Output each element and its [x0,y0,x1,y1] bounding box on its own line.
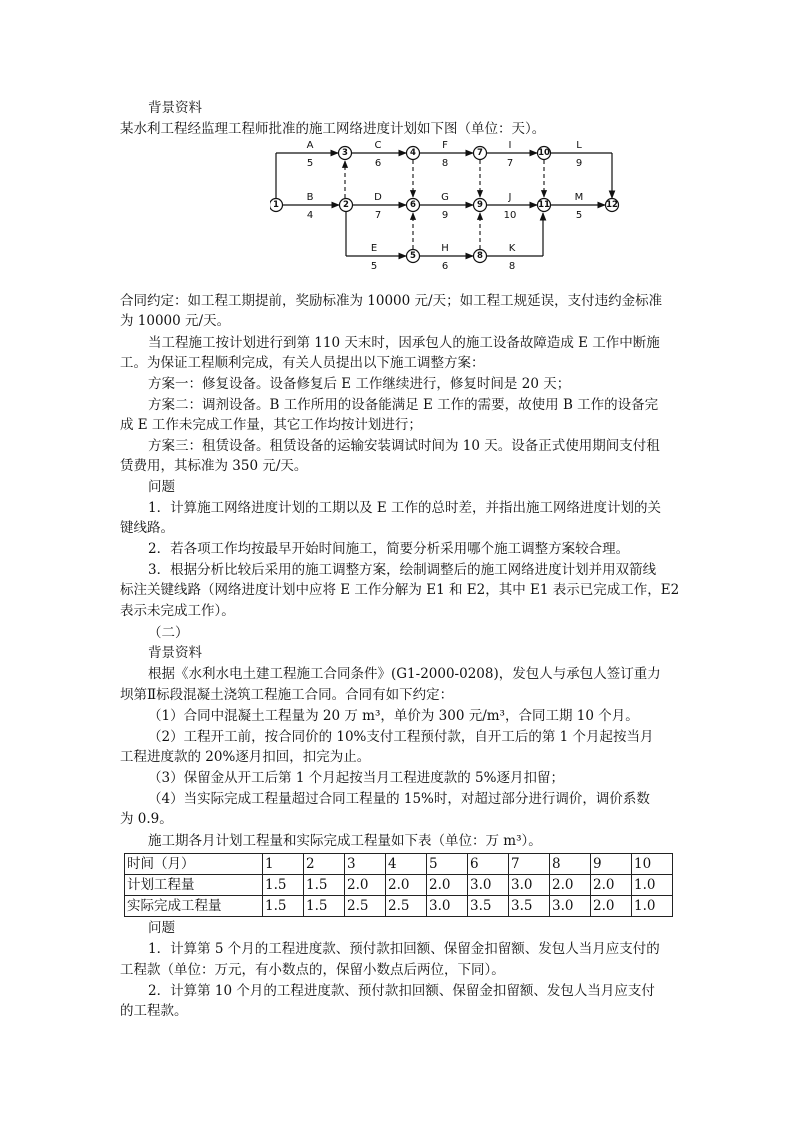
activity-dur-G: 9 [441,210,449,221]
table-cell: 3.0 [550,896,591,917]
activity-dur-L: 9 [575,158,583,169]
node-label-12: 12 [606,200,618,210]
table-cell: 2.0 [345,875,386,896]
node-label-5: 5 [410,251,416,261]
question-1-line1: 1．计算施工网络进度计划的工期以及 E 工作的总时差，并指出施工网络进度计划的关 [148,500,662,516]
plan-2-line1: 方案二：调剂设备。B 工作所用的设备能满足 E 工作的需要，故使用 B 工作的设备完 [148,397,659,413]
table-cell: 2.5 [345,896,386,917]
node-label-10: 10 [538,148,550,158]
plan-3-line1: 方案三：租赁设备。租赁设备的运输安装调试时间为 10 天。设备正式使用期间支付租 [148,438,660,454]
table-cell: 2 [304,854,345,875]
clause-4-line1: （4）当实际完成工程量超过合同工程量的 15%时，对超过部分进行调价，调价系数 [148,791,650,807]
event-text-1: 当工程施工按计划进行到第 110 天末时，因承包人的施工设备故障造成 E 工作中断施 [148,335,660,351]
table-cell: 2.0 [550,875,591,896]
quantity-table [124,853,673,917]
node-label-6: 6 [410,200,416,210]
node-label-7: 7 [477,148,483,158]
plan-1: 方案一：修复设备。设备修复后 E 工作继续进行，修复时间是 20 天； [148,376,571,392]
table-cell: 1.0 [632,875,673,896]
table-cell: 1.0 [632,896,673,917]
section2-heading: 背景资料 [148,645,202,661]
question-3-line1: 3．根据分析比较后采用的施工调整方案，绘制调整后的施工网络进度计划并用双箭线 [148,562,657,578]
activity-name-L: L [576,141,582,151]
activity-name-B: B [306,192,314,203]
section1-heading: 背景资料 [148,100,202,116]
q2-1-line1: 1．计算第 5 个月的工程进度款、预付款扣回额、保留金扣留额、发包人当月应支付的 [148,941,660,957]
activity-dur-J: 10 [503,210,517,221]
question-3-line3: 表示未完成工作）。 [120,603,235,619]
table-cell: 1.5 [263,896,304,917]
questions-heading-2: 问题 [148,920,175,936]
activity-name-F: F [442,141,448,151]
network-diagram [270,141,625,271]
clause-1: （1）合同中混凝土工程量为 20 万 m³，单价为 300 元/m³，合同工期 10 个月。 [148,708,639,724]
node-label-3: 3 [342,148,348,158]
table-cell: 时间（月） [125,854,263,875]
contract-text-2: 为 10000 元/天。 [120,313,231,329]
q2-1-line2: 工程款（单位：万元，有小数点的，保留小数点后两位，下同）。 [120,962,505,978]
table-cell: 实际完成工程量 [125,896,263,917]
table-cell: 计划工程量 [125,875,263,896]
activity-name-M: M [574,192,584,203]
clause-4-line2: 为 0.9。 [120,811,173,827]
clause-3: （3）保留金从开工后第 1 个月起按当月工程进度款的 5%逐月扣留； [148,770,564,786]
activity-name-I: I [508,141,512,151]
activity-dur-I: 7 [506,158,514,169]
table-cell: 3.5 [468,896,509,917]
table-cell: 6 [468,854,509,875]
table-cell: 1.5 [263,875,304,896]
table-row-header [125,854,673,875]
table-cell: 8 [550,854,591,875]
clause-2-line2: 工程进度款的 20%逐月扣回，扣完为止。 [120,749,371,765]
activity-dur-H: 6 [441,261,449,271]
activity-name-E: E [370,243,378,254]
table-cell: 3.0 [427,896,468,917]
activity-dur-K: 8 [508,261,516,271]
table-cell: 3.5 [509,896,550,917]
question-2: 2．若各项工作均按最早开始时间施工，简要分析采用哪个施工调整方案较合理。 [148,541,630,557]
q2-2-line1: 2．计算第 10 个月的工程进度款、预付款扣回额、保留金扣留额、发包人当月应支付 [148,983,655,999]
table-cell: 2.0 [386,875,427,896]
questions-heading-1: 问题 [148,479,175,495]
question-3-line2: 标注关键线路（网络进度计划中应将 E 工作分解为 E1 和 E2，其中 E1 表示已完成工作，E2 [120,582,680,598]
activity-dur-E: 5 [370,261,378,271]
plan-3-line2: 赁费用，其标准为 350 元/天。 [120,458,308,474]
clause-2-line1: （2）工程开工前，按合同价的 10%支付工程预付款，自开工后的第 1 个月起按当月 [148,729,654,745]
activity-dur-M: 5 [575,210,583,221]
table-row-actual [125,896,673,917]
contract-basis-line2: 坝第Ⅱ标段混凝土浇筑工程施工合同。合同有如下约定： [120,687,454,703]
activity-dur-D: 7 [374,210,382,221]
table-caption: 施工期各月计划工程量和实际完成工程量如下表（单位：万 m³）。 [148,833,542,849]
node-label-11: 11 [538,200,550,210]
node-label-8: 8 [477,251,483,261]
table-cell: 10 [632,854,673,875]
table-cell: 3.0 [509,875,550,896]
activity-name-K: K [508,243,516,254]
activity-name-D: D [374,192,382,203]
event-text-2: 工。为保证工程顺利完成，有关人员提出以下施工调整方案： [120,355,485,371]
table-cell: 2.5 [386,896,427,917]
activity-name-G: G [441,192,449,203]
table-cell: 3 [345,854,386,875]
table-cell: 4 [386,854,427,875]
activity-name-C: C [374,141,382,151]
q2-2-line2: 的工程款。 [120,1003,188,1019]
activity-dur-C: 6 [374,158,382,169]
contract-basis-line1: 根据《水利水电土建工程施工合同条件》(G1-2000-0208)，发包人与承包人签订重力 [148,666,661,682]
section1-intro: 某水利工程经监理工程师批准的施工网络进度计划如下图（单位：天）。 [120,121,546,137]
table-cell: 2.0 [427,875,468,896]
activity-name-H: H [441,243,449,254]
activity-name-J: J [508,192,512,203]
activity-dur-B: 4 [306,210,314,221]
table-cell: 2.0 [591,875,632,896]
table-cell: 3.0 [468,875,509,896]
node-label-2: 2 [343,200,349,210]
table-cell: 2.0 [591,896,632,917]
activity-name-A: A [306,141,314,151]
table-cell: 1.5 [304,896,345,917]
table-cell: 5 [427,854,468,875]
node-label-1: 1 [273,200,279,210]
plan-2-line2: 成 E 工作未完成工作量，其它工作均按计划进行； [120,417,422,433]
contract-text-1: 合同约定：如工程工期提前，奖励标准为 10000 元/天；如工程工规延误，支付违约金标准 [120,293,663,309]
activity-dur-F: 8 [441,158,449,169]
section2-number: （二） [148,625,189,641]
table-row-planned [125,875,673,896]
table-cell: 1.5 [304,875,345,896]
question-1-line2: 键线路。 [120,520,174,536]
node-label-9: 9 [477,200,483,210]
node-label-4: 4 [410,148,416,158]
activity-dur-A: 5 [306,158,314,169]
table-cell: 1 [263,854,304,875]
table-cell: 7 [509,854,550,875]
table-cell: 9 [591,854,632,875]
